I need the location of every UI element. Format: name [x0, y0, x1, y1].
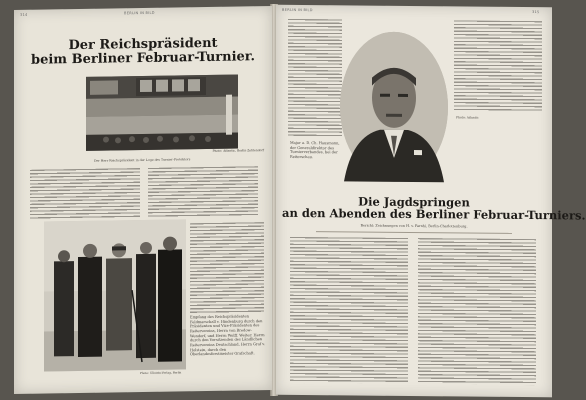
left-body-text-column-2	[148, 166, 258, 218]
left-title-line-1: Der Reichspräsident	[68, 35, 218, 54]
right-top-text-column-2	[454, 20, 542, 111]
left-title-line-2: beim Berliner Februar-Turnier.	[31, 49, 255, 68]
portrait-photo	[340, 31, 448, 182]
left-body-text-column-3	[190, 222, 264, 313]
left-body-text-column-1	[30, 168, 140, 220]
right-running-head: BERLIN IN BILD	[282, 7, 313, 13]
portrait-credit: Photo: Atlantic	[456, 115, 479, 120]
left-page-title	[18, 36, 268, 68]
arena-photo-credit: Photo: Atlantic, Berlin-Zehlendorf	[212, 148, 264, 153]
right-body-text-column-1	[290, 237, 408, 384]
left-page	[14, 6, 272, 394]
right-top-text-column-1	[288, 19, 342, 137]
left-running-head: BERLIN IN BILD	[124, 10, 155, 16]
portrait-caption: Major a. D. Ch. Hausmann, der Generaldirektor des Turnierverbandes, bei der Reiterschau.	[290, 140, 340, 160]
title-divider	[316, 231, 512, 234]
officials-photo-credit: Photo: Ullstein-Verlag, Berlin	[140, 370, 182, 376]
right-page	[276, 5, 586, 397]
right-page-title	[282, 194, 586, 223]
right-title-line-1: Die Jagdspringen	[358, 194, 470, 210]
officials-photo	[44, 219, 186, 371]
right-title-line-2: an den Abenden des Berliner Februar-Turniers.	[282, 206, 586, 223]
arena-photo	[86, 75, 238, 151]
right-page-number: 315	[532, 10, 540, 15]
officials-photo-caption: Empfang des Reichspräsidenten Feldmarschall v. Hindenburg durch den Präsidenten und Vize-Präsidenten des Reitervereins, Herrn von Bredow-Wendorf, und Herrn Wolff. Weiter: Herrn durch den Vorsitzenden des Ländlichen Reitervereins Deutschland, Herrn Graf v. Holstein, durch den Oberlandesforstmeister Grafschaft.	[190, 314, 265, 357]
right-body-text-column-2	[418, 238, 536, 385]
right-page-subtitle: Bericht: Zeichnungen von H. v. Farnhi, Berlin-Charlottenburg.	[360, 223, 468, 229]
left-page-number: 314	[20, 12, 28, 17]
arena-photo-caption: Der Herr Reichspräsident in der Loge des Turnier-Protektors	[94, 157, 191, 163]
